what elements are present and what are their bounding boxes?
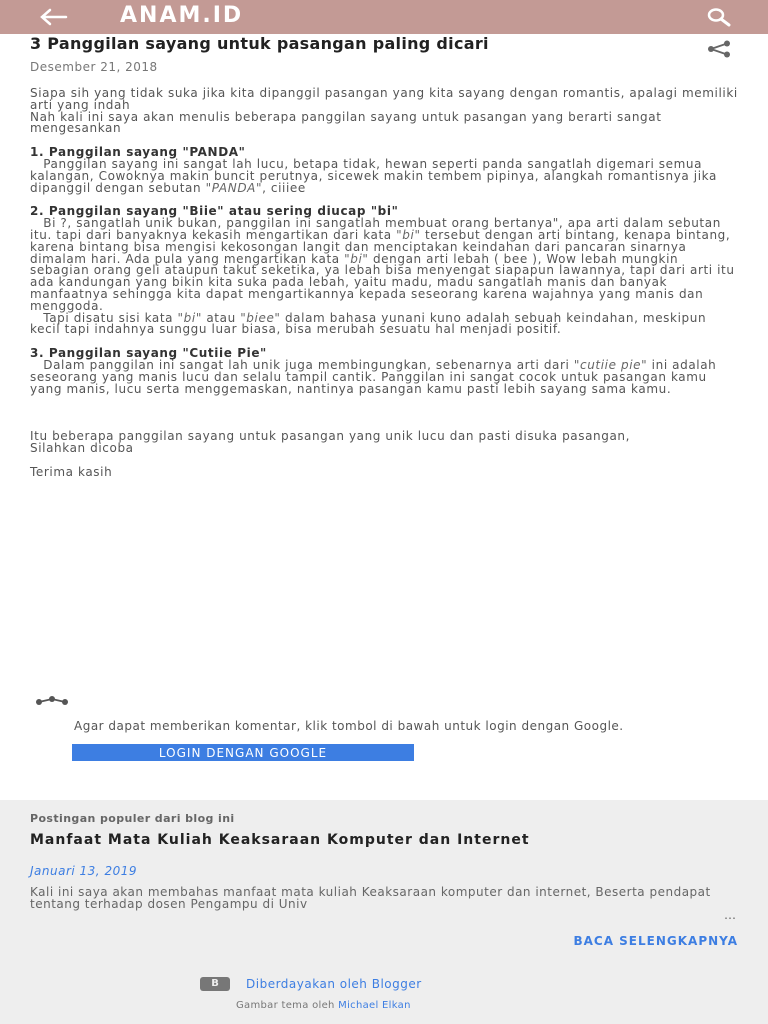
- search-icon: [706, 6, 732, 28]
- blogger-icon: B: [200, 977, 230, 991]
- popular-post-title[interactable]: Manfaat Mata Kuliah Keaksaraan Komputer dan Internet: [30, 832, 530, 848]
- app-bar: [0, 0, 768, 34]
- outro-paragraph: Itu beberapa panggilan sayang untuk pasangan yang unik lucu dan pasti disuka pasangan,: [30, 429, 631, 444]
- intro-paragraph: Nah kali ini saya akan menulis beberapa panggilan sayang untuk pasangan yang berarti sangat mengesankan: [30, 109, 662, 136]
- section-paragraph: Dalam panggilan ini sangat lah unik juga membingungkan, sebenarnya arti dari "cutiie pie" ini adalah seseorang yang manis lucu dan selalu tampil cantik. Panggilan ini sangat cocok untuk pasangan kamu yang manis, lucu serta menggemaskan, nantinya pasangan kamu pasti lebih sayang sama kamu.: [30, 357, 717, 396]
- popular-post-date[interactable]: Januari 13, 2019: [30, 864, 137, 878]
- share-icon: [706, 40, 732, 58]
- share-button[interactable]: [706, 40, 732, 60]
- login-google-button[interactable]: LOGIN DENGAN GOOGLE: [72, 744, 414, 761]
- post-date: Desember 21, 2018: [30, 60, 158, 74]
- section-heading: 1. Panggilan sayang "PANDA": [30, 145, 246, 160]
- section-heading: 3. Panggilan sayang "Cutiie Pie": [30, 346, 267, 361]
- theme-credit: Gambar tema oleh Michael Elkan: [236, 1000, 411, 1011]
- arrow-left-icon: [38, 7, 68, 27]
- share-button-bottom[interactable]: [34, 692, 70, 714]
- post: [30, 34, 740, 479]
- popular-post-snippet: Kali ini saya akan membahas manfaat mata kuliah Keaksaraan komputer dan internet, Beserta pendapat tentang terhadap dosen Pengampu di Univ: [30, 885, 711, 911]
- blog-title[interactable]: ANAM.ID: [120, 3, 244, 28]
- closing-text: Terima kasih: [30, 464, 113, 479]
- powered-by[interactable]: [200, 976, 422, 992]
- read-more-link[interactable]: BACA SELENGKAPNYA: [573, 934, 738, 948]
- share-icon: [34, 692, 70, 712]
- popular-posts-label: Postingan populer dari blog ini: [30, 812, 235, 825]
- search-button[interactable]: [706, 6, 732, 30]
- section-paragraph: Panggilan sayang ini sangat lah lucu, betapa tidak, hewan seperti panda sangatlah digemari semua kalangan, Cowoknya makin buncit perutnya, sicewek makin tembem pipinya, alangkah romantisnya jika dipanggil dengan sebutan "PANDA", ciiiee: [30, 156, 717, 195]
- popular-posts-section: [0, 800, 768, 1024]
- section-paragraph: Bi ?, sangatlah unik bukan, panggilan ini sangatlah membuat orang bertanya", apa arti dalam sebutan itu. tapi dari banyaknya kekasih mengartikan dari kata "bi" tersebut dengan arti bintang, kenapa bintang, karena bintang bisa mengisi kekosongan langit dan menciptakan keindahan dari pancaran sinarnya dimalam hari. Ada pula yang mengartikan kata "bi" dengan arti lebah ( bee ), Wow lebah mungkin sebagian orang geli ataupun takut seketika, ya lebah bisa menyengat siapapun lawannya, tapi dari arti itu ada kandungan yang bikin kita suka pada lebah, yaitu madu, madu sangatlah manis dan banyak manfaatnya sehingga kita dapat mengartikannya kepada seseorang karena wajahnya yang manis dan menggoda.: [30, 216, 735, 313]
- powered-by-link[interactable]: Diberdayakan oleh Blogger: [246, 977, 422, 991]
- back-button[interactable]: [36, 4, 70, 30]
- intro-paragraph: Siapa sih yang tidak suka jika kita dipanggil pasangan yang kita sayang dengan romantis, apalagi memiliki arti yang indah: [30, 86, 738, 112]
- post-title: 3 Panggilan sayang untuk pasangan paling dicari: [30, 34, 489, 53]
- snippet-ellipsis: …: [724, 908, 736, 922]
- section-paragraph: Tapi disatu sisi kata "bi" atau "biee" dalam bahasa yunani kuno adalah sebuah keindahan, meskipun kecil tapi indahnya sunggu luar biasa, bisa merubah sesuatu hal menjadi positif.: [30, 310, 707, 337]
- section-heading: 2. Panggilan sayang "Biie" atau sering diucap "bi": [30, 204, 399, 219]
- comment-login-note: Agar dapat memberikan komentar, klik tombol di bawah untuk login dengan Google.: [74, 719, 624, 733]
- outro-paragraph: Silahkan dicoba: [30, 441, 134, 456]
- theme-author-link[interactable]: Michael Elkan: [338, 1000, 411, 1011]
- post-body: [30, 88, 740, 479]
